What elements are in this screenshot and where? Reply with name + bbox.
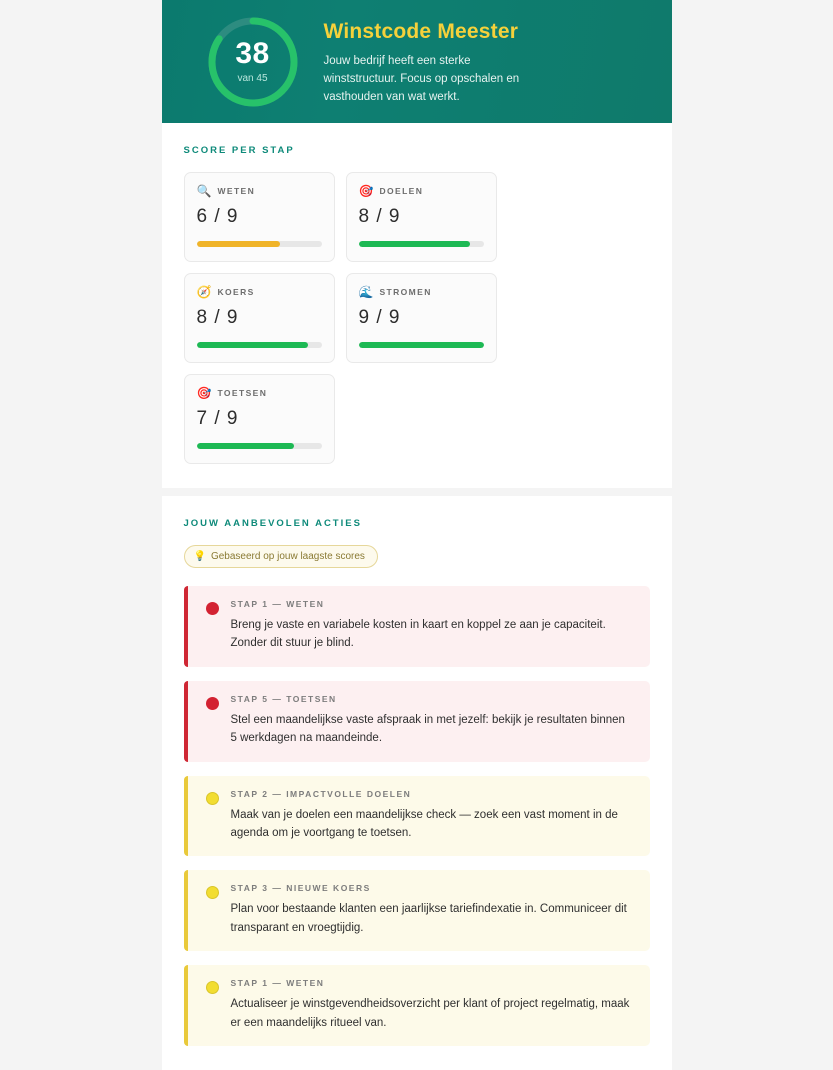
score-card-header: [359, 185, 484, 197]
score-card-value: 8 / 9: [196, 307, 239, 328]
wave-icon: 🌊: [358, 285, 374, 299]
score-card-header: [359, 286, 484, 298]
actions-basis-label: Gebaseerd op jouw laagste scores: [210, 551, 365, 562]
action-text: Maak van je doelen een maandelijkse check — zoek een vast moment in de agenda om je voortgang te toetsen.: [230, 808, 618, 839]
action-body: [231, 599, 634, 653]
actions-list: [184, 586, 650, 1046]
score-number: 38: [235, 37, 270, 70]
action-text: Breng je vaste en variabele kosten in kaart en koppel ze aan je capaciteit. Zonder dit stuur je blind.: [230, 619, 606, 650]
severity-dot-icon: [206, 697, 219, 710]
score-card-header: [197, 185, 322, 197]
score-card-header: [197, 286, 322, 298]
score-card-stromen: [346, 273, 497, 363]
target-icon: 🎯: [358, 184, 374, 198]
action-body: [231, 789, 634, 843]
score-card-progress: [197, 241, 322, 247]
severity-dot-icon: [206, 602, 219, 615]
score-card-value: 7 / 9: [196, 408, 239, 429]
score-max: van 45: [237, 73, 268, 84]
lightbulb-icon: 💡: [193, 551, 206, 562]
score-card-weten: [184, 172, 335, 262]
hero-banner: [162, 0, 672, 123]
score-card-label: DOELEN: [379, 186, 424, 196]
severity-dot-icon: [206, 981, 219, 994]
action-body: [231, 694, 634, 748]
action-step-label: STAP 1 — WETEN: [230, 599, 325, 609]
scores-section-title: SCORE PER STAP: [183, 145, 295, 156]
score-card-progress: [359, 342, 484, 348]
score-card-doelen: [346, 172, 497, 262]
score-card-label: STROMEN: [379, 287, 432, 297]
scores-section: [162, 123, 672, 496]
score-card-value: 8 / 9: [358, 206, 401, 227]
hero-description: Jouw bedrijf heeft een sterke winststructuur. Focus op opschalen en vasthouden van wat werkt.: [323, 55, 520, 103]
action-text: Actualiseer je winstgevendheidsoverzicht per klant of project regelmatig, maak er een maandelijks ritueel van.: [230, 998, 630, 1029]
score-card-toetsen: [184, 374, 335, 464]
actions-section-title: JOUW AANBEVOLEN ACTIES: [183, 518, 362, 529]
action-item[interactable]: [184, 870, 650, 951]
action-item[interactable]: [184, 965, 650, 1046]
score-card-progress: [197, 342, 322, 348]
magnifier-icon: 🔍: [196, 184, 212, 198]
action-body: [231, 978, 634, 1032]
score-card-progress: [359, 241, 484, 247]
severity-dot-icon: [206, 886, 219, 899]
hero-text: [324, 16, 539, 106]
score-card-value: 9 / 9: [358, 307, 401, 328]
action-body: [231, 883, 634, 937]
hero-title: Winstcode Meester: [323, 20, 519, 44]
actions-section: [162, 496, 672, 1070]
score-ring: [204, 13, 302, 111]
actions-basis-badge: [184, 545, 378, 568]
severity-dot-icon: [206, 792, 219, 805]
score-ring-text: [204, 13, 302, 111]
score-card-label: KOERS: [217, 287, 255, 297]
compass-icon: 🧭: [196, 285, 212, 299]
score-card-label: WETEN: [217, 186, 256, 196]
report-card: [162, 0, 672, 1070]
action-item[interactable]: [184, 776, 650, 857]
action-text: Plan voor bestaande klanten een jaarlijkse tariefindexatie in. Communiceer dit transparant en vroegtijdig.: [230, 903, 627, 934]
action-step-label: STAP 1 — WETEN: [230, 978, 325, 989]
score-card-grid: [184, 172, 650, 464]
score-card-value: 6 / 9: [196, 206, 239, 227]
score-card-koers: [184, 273, 335, 363]
score-card-label: TOETSEN: [217, 388, 268, 398]
action-step-label: STAP 5 — TOETSEN: [230, 693, 337, 704]
action-item[interactable]: [184, 586, 650, 667]
action-step-label: STAP 3 — NIEUWE KOERS: [230, 883, 371, 894]
action-text: Stel een maandelijkse vaste afspraak in met jezelf: bekijk je resultaten binnen 5 werkdagen na maandeinde.: [230, 713, 625, 745]
action-item[interactable]: [184, 681, 650, 762]
score-card-progress: [197, 443, 322, 449]
action-step-label: STAP 2 — IMPACTVOLLE DOELEN: [230, 788, 412, 799]
score-card-header: [197, 387, 322, 399]
dart-icon: 🎯: [196, 386, 212, 400]
